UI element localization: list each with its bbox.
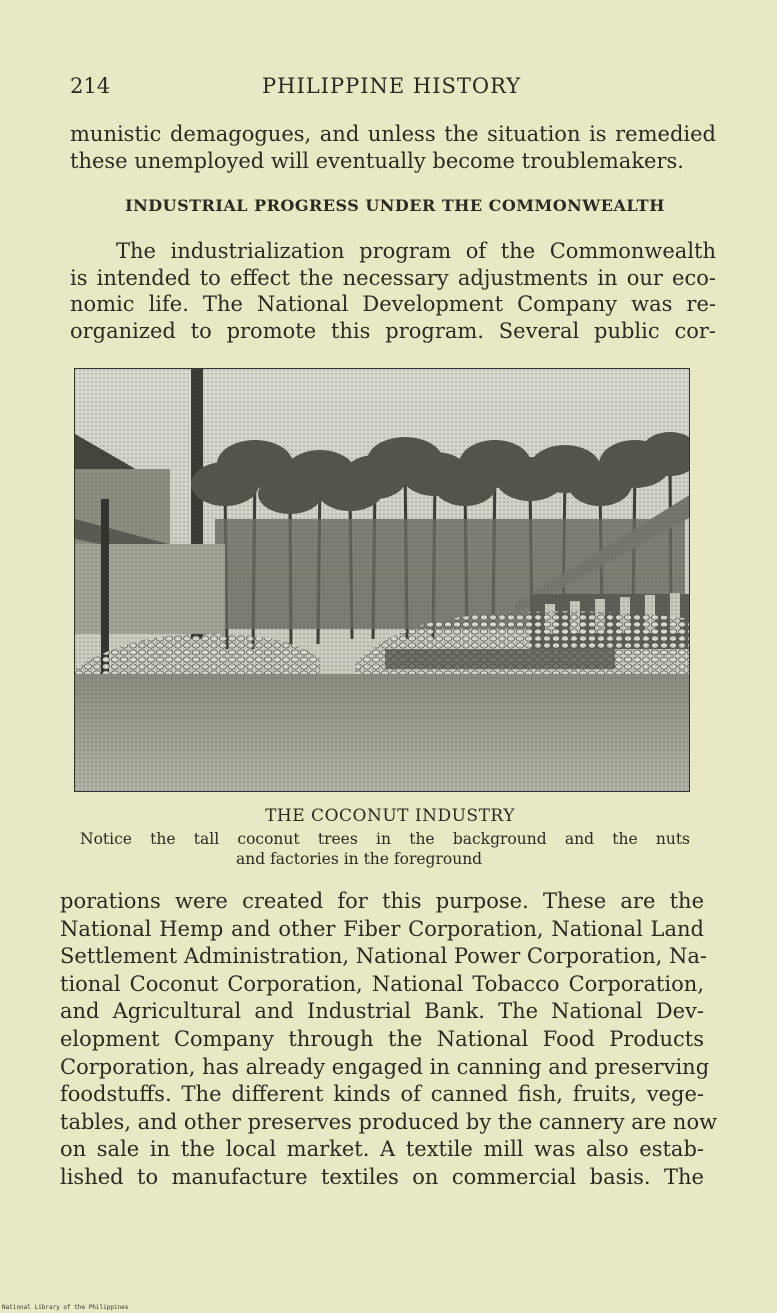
section-heading: INDUSTRIAL PROGRESS UNDER THE COMMONWEALTH [125, 196, 665, 215]
paragraph-line: nomic life. The National Development Company was re- [70, 292, 716, 316]
paragraph-line: elopment Company through the National Food Products [60, 1026, 704, 1051]
top-paragraph [70, 121, 716, 174]
section-paragraph [70, 238, 716, 344]
paragraph-line: tables, and other preserves produced by the cannery are now [60, 1109, 718, 1134]
paragraph-line: Settlement Administration, National Power Corporation, Na- [60, 944, 707, 969]
paragraph-line: lished to manufacture textiles on commercial basis. The [60, 1164, 704, 1189]
paragraph-line: foodstuffs. The different kinds of canned fish, fruits, vege- [60, 1082, 704, 1107]
paragraph-line: on sale in the local market. A textile mill was also estab- [60, 1137, 704, 1162]
paragraph-line: Corporation, has already engaged in canning and preserving [60, 1054, 710, 1079]
running-head [70, 74, 710, 104]
paragraph-line: organized to promote this program. Several public cor- [70, 318, 716, 343]
paragraph-line: porations were created for this purpose. These are the [60, 889, 704, 913]
paragraph-line: tional Coconut Corporation, National Tobacco Corporation, [60, 971, 704, 996]
library-credit: National Library of the Philippines [2, 1304, 129, 1311]
figure-caption-title: THE COCONUT INDUSTRY [265, 806, 515, 826]
page-number: 214 [70, 74, 111, 98]
paragraph-line: these unemployed will eventually become troublemakers. [70, 148, 684, 173]
caption-line: and factories in the foreground [236, 850, 483, 868]
paragraph-line: National Hemp and other Fiber Corporation, National Land [60, 916, 704, 941]
running-title: PHILIPPINE HISTORY [262, 74, 522, 98]
caption-line: Notice the tall coconut trees in the background and the nuts [80, 830, 690, 848]
paragraph-line: The industrialization program of the Commonwealth [116, 239, 716, 263]
paragraph-line: and Agricultural and Industrial Bank. The National Dev- [60, 999, 704, 1024]
coconut-industry-photo [74, 368, 690, 792]
bottom-paragraph [60, 888, 718, 1192]
figure-caption-text [80, 829, 690, 869]
paragraph-line: is intended to effect the necessary adjustments in our eco- [70, 265, 716, 290]
paragraph-line: munistic demagogues, and unless the situation is remedied [70, 122, 716, 146]
